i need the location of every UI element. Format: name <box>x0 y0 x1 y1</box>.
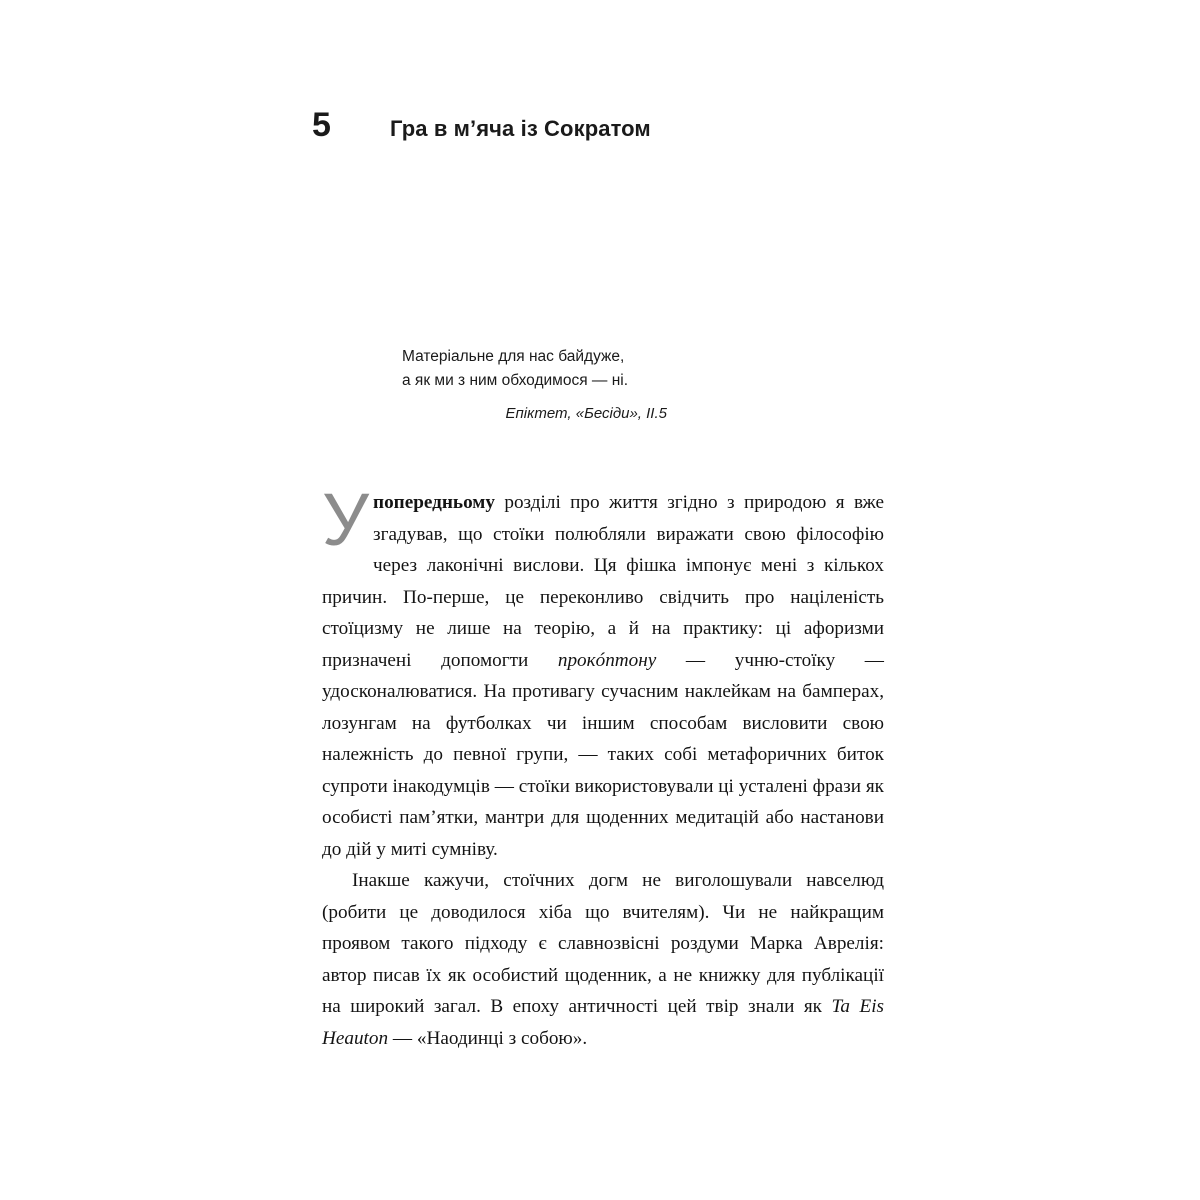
chapter-title: Гра в м’яча із Сократом <box>390 116 651 141</box>
epigraph-source: Епіктет, «Бесіди», II.5 <box>505 405 667 423</box>
paragraph-2 <box>322 865 884 1054</box>
body-text <box>322 478 884 1054</box>
epigraph-line-2: а як ми з ним обходимося — ні. <box>402 372 629 390</box>
paragraph-1-run-a: розділі про життя згідно з природою я вже згадував, що стоїки полюбляли виражати свою філософію через лаконічні вислови. Ця фішка імпонує мені з кількох причин. По-перше, це переконливо свідчить про націленість стоїцизму не лише на теорію, а й на практику: ці афоризми призначені допомогти <box>322 492 884 671</box>
paragraph-1-run-b: — учню-стоїку — удосконалюватися. На противагу сучасним наклейкам на бамперах, лозунгам на футболках чи іншим способам висловити свою належність до певної групи, — таких собі метафоричних биток супроти інакодумців — стоїки використовували ці усталені фрази як особисті пам’ятки, мантри для щоденних медитацій або настанови до дій у миті сумніву. <box>322 649 884 860</box>
chapter-header <box>312 108 651 142</box>
drop-cap: У <box>322 478 370 561</box>
paragraph-2-italic-title: Ta Eis Heauton <box>322 996 884 1049</box>
paragraph-2-run-b: — «Наодинці з собою». <box>388 1027 588 1049</box>
lead-bold-run: попередньому <box>373 492 495 513</box>
paragraph-1 <box>322 478 884 865</box>
epigraph-line-1: Матеріальне для нас байдуже, <box>402 348 625 365</box>
paragraph-2-run-a: Інакше кажучи, стоїчних догм не виголошували навселюд (робити це доводилося хіба що вчителям). Чи не найкращим проявом такого підходу є славнозвісні роздуми Марка Аврелія: автор писав їх як особистий щоденник, а не книжку для публікації на широкий загал. В епоху античності цей твір знали як <box>322 870 884 1017</box>
epigraph <box>402 345 822 425</box>
chapter-number: 5 <box>312 106 331 144</box>
paragraph-1-italic-term: прокóптону <box>557 649 657 671</box>
